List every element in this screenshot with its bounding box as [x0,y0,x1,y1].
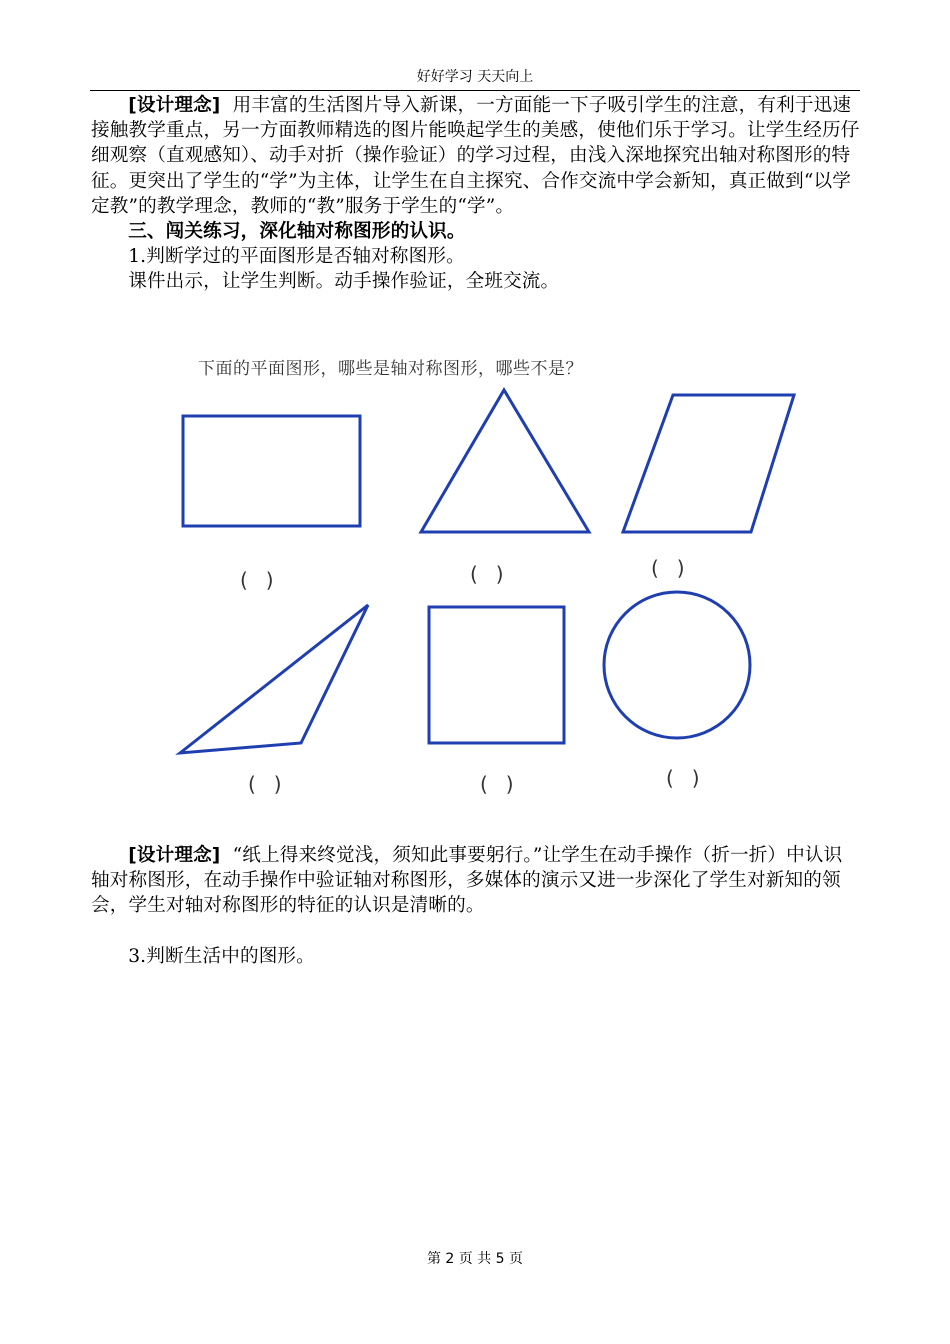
header-title: 好好学习 天天向上 [416,69,534,85]
answer-blank-3: () [651,556,703,580]
design-label-2: [设计理念] [128,845,221,866]
design-text-2: “纸上得来终觉浅，须知此事要躬行。”让学生在动手操作（折一折）中认识轴对称图形，在动手操作中验证轴对称图形，多媒体的演示又进一步深化了学生对新知的领会，学生对轴对称图形的特征的认识是清晰的。 [91,845,843,917]
design-text: 用丰富的生活图片导入新课，一方面能一下子吸引学生的注意，有利于迅速接触教学重点，另一方面教师精选的图片能唤起学生的美感，使他们乐于学习。让学生经历仔细观察（直观感知）、动手对折（操作验证）的学习过程，由浅入深地探究出轴对称图形的特征。更突出了学生的“学”为主体，让学生在自主探究、合作交流中学会新知，真正做到“以学定教”的教学理念，教师的“教”服务于学生的“学”。 [91,95,860,217]
shapes-figure [168,350,808,810]
parallelogram-shape [623,395,794,532]
answer-blank-4: () [248,772,300,796]
rectangle-shape [183,416,360,526]
obtuse-triangle-shape [180,605,368,753]
answer-blank-5: () [480,772,532,796]
section-heading: 三、闯关练习，深化轴对称图形的认识。 [128,221,466,243]
triangle-shape [421,390,589,532]
exercise-item-1: 1.判断学过的平面图形是否轴对称图形。 [128,246,465,268]
square-shape [429,607,564,743]
exercise-3-block [91,944,861,969]
answer-blank-2: () [470,562,522,586]
exercise-item-1-desc: 课件出示，让学生判断。动手操作验证，全班交流。 [128,271,560,293]
page-footer [0,1248,950,1268]
page-number: 第 2 页 共 5 页 [426,1251,524,1267]
answer-blank-6: () [666,766,718,790]
exercise-item-3: 3.判断生活中的图形。 [128,946,315,967]
figure-question: 下面的平面图形，哪些是轴对称图形，哪些不是？ [198,359,583,379]
page-header [90,66,860,91]
section-design-concept-1 [91,93,861,295]
design-label: [设计理念] [128,95,221,116]
answer-blank-1: () [240,568,292,592]
section-design-concept-2 [91,843,861,919]
circle-shape [604,592,750,738]
design-paragraph-1 [91,93,861,219]
design-paragraph-2 [91,843,861,919]
